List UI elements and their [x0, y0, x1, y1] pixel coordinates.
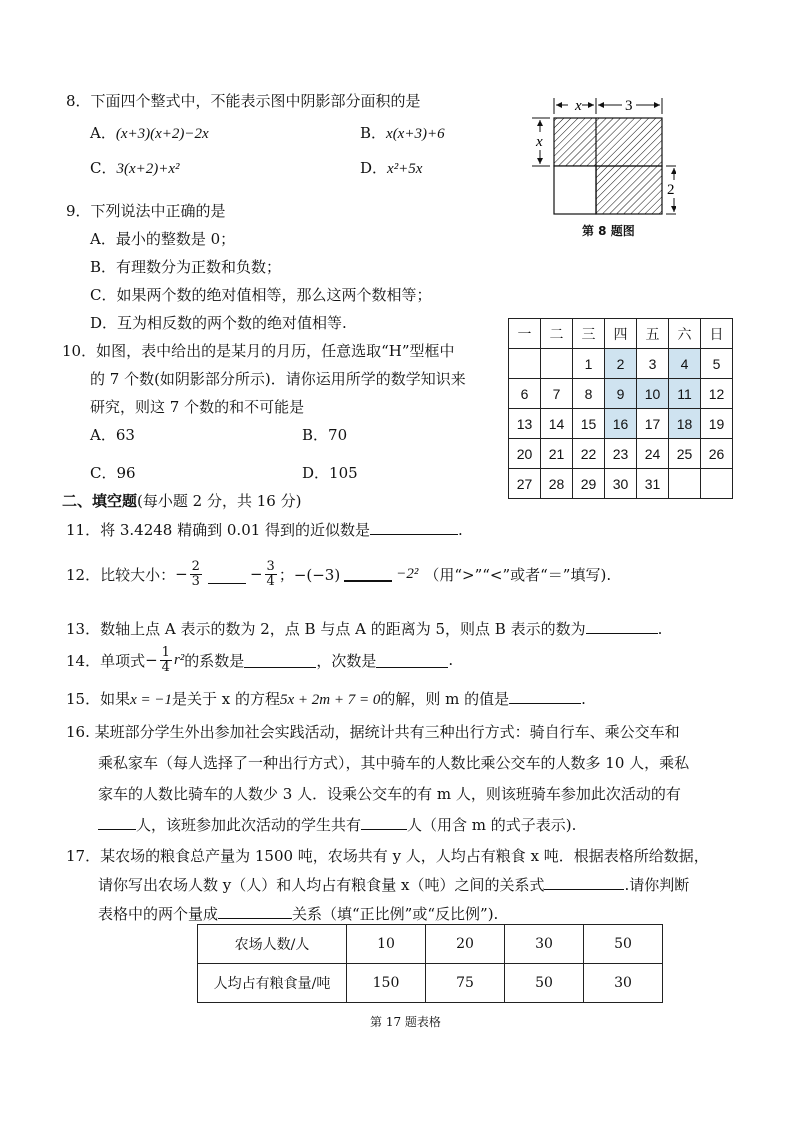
q14: 14．单项式 − $\frac{1}{4}$ r² 的系数是 ，次数是 . [66, 644, 454, 675]
calendar-day-cell: 4 [669, 349, 701, 379]
calendar-day-cell [669, 469, 701, 499]
q9-stem: 9．下列说法中正确的是 [66, 202, 226, 220]
calendar-day-cell: 24 [637, 439, 669, 469]
q10-line1: 10．如图，表中给出的是某月的月历，任意选取“H”型框中 [62, 342, 455, 360]
calendar-header-row [509, 319, 733, 349]
fig-label-x-top: x [575, 98, 582, 114]
q17-line1: 17．某农场的粮食总产量为 1500 吨，农场共有 y 人，人均占有粮食 x 吨．根据表格所给数据， [66, 847, 709, 865]
q16-line1: 16. 某班部分学生外出参加社会实践活动，据统计共有三种出行方式：骑自行车、乘公交车和 [66, 723, 680, 741]
calendar-day-cell: 14 [541, 409, 573, 439]
shaded-bottom-right-region [596, 166, 662, 214]
q10-option-b: B．70 [302, 426, 348, 444]
section-2-heading: 二、填空题(每小题 2 分，共 16 分) [62, 492, 302, 510]
q10-option-c: C．96 [90, 464, 136, 482]
table-cell: 30 [505, 925, 584, 964]
calendar-day-cell: 3 [637, 349, 669, 379]
calendar-header-cell: 日 [701, 319, 733, 349]
calendar-week-row [509, 379, 733, 409]
calendar-day-cell [701, 469, 733, 499]
table-cell: 75 [426, 964, 505, 1003]
q16-total-blank [361, 815, 407, 830]
q15: 15．如果x = −1是关于 x 的方程5x + 2m + 7 = 0的解，则 m 的值是 . [66, 690, 586, 708]
calendar-day-cell: 29 [573, 469, 605, 499]
q11-answer-blank [370, 520, 458, 535]
q17-proportion-blank [218, 904, 292, 919]
calendar-header-cell: 二 [541, 319, 573, 349]
q14-degree-blank [376, 653, 448, 668]
q16-cyclists-blank [98, 815, 136, 830]
calendar-table [508, 318, 733, 499]
calendar-header-cell: 四 [605, 319, 637, 349]
q17-line3: 表格中的两个量成 关系（填“正比例”或“反比例”). [98, 905, 499, 923]
q12: 12．比较大小： − $\frac{2}{3}$ − $\frac{3}{4}$ ；−(−3) −2² （用“>”“<”或者“＝”填写). [66, 558, 612, 589]
calendar-week-row [509, 469, 733, 499]
calendar-header-cell: 三 [573, 319, 605, 349]
calendar-week-row [509, 409, 733, 439]
calendar-day-cell: 30 [605, 469, 637, 499]
calendar-day-cell: 16 [605, 409, 637, 439]
table-cell: 50 [505, 964, 584, 1003]
calendar-day-cell: 8 [573, 379, 605, 409]
q8-option-a: A．(x+3)(x+2)−2x [90, 124, 209, 142]
calendar-day-cell: 20 [509, 439, 541, 469]
q15-answer-blank [509, 689, 581, 704]
calendar-day-cell: 2 [605, 349, 637, 379]
calendar-day-cell: 31 [637, 469, 669, 499]
q17-line2: 请你写出农场人数 y（人）和人均占有粮食量 x（吨）之间的关系式 .请你判断 [98, 876, 690, 894]
fig-label-2: 2 [667, 182, 675, 198]
q8-figure [526, 92, 676, 222]
calendar-day-cell: 13 [509, 409, 541, 439]
q8-stem: 8．下面四个整式中，不能表示图中阴影部分面积的是 [66, 92, 421, 110]
table-row [198, 925, 663, 964]
calendar-day-cell: 28 [541, 469, 573, 499]
calendar-week-row [509, 439, 733, 469]
calendar-day-cell: 26 [701, 439, 733, 469]
q13: 13．数轴上点 A 表示的数为 2，点 B 与点 A 的距离为 5，则点 B 表示的数为 . [66, 620, 663, 638]
table-cell: 150 [347, 964, 426, 1003]
calendar-day-cell: 6 [509, 379, 541, 409]
calendar-day-cell: 22 [573, 439, 605, 469]
table-cell: 50 [584, 925, 663, 964]
calendar-day-cell: 10 [637, 379, 669, 409]
calendar-day-cell: 15 [573, 409, 605, 439]
calendar-day-cell [509, 349, 541, 379]
calendar-day-cell: 5 [701, 349, 733, 379]
calendar-day-cell: 7 [541, 379, 573, 409]
q8-figure-caption: 第 8 题图 [582, 224, 635, 238]
q16-line4: 人，该班参加此次活动的学生共有 人（用含 m 的式子表示). [98, 814, 576, 835]
calendar-day-cell: 12 [701, 379, 733, 409]
calendar-day-cell: 21 [541, 439, 573, 469]
q8-option-d: D．x²+5x [360, 159, 423, 177]
calendar-week-row [509, 349, 733, 379]
calendar-day-cell: 17 [637, 409, 669, 439]
q8-option-c: C．3(x+2)+x² [90, 159, 180, 177]
q9-option-a: A．最小的整数是 0； [90, 230, 236, 248]
q10-line2: 的 7 个数(如阴影部分所示)．请你运用所学的数学知识来 [90, 370, 466, 388]
table-cell: 10 [347, 925, 426, 964]
q9-option-c: C．如果两个数的绝对值相等，那么这两个数相等； [90, 286, 432, 304]
q12-answer-blank-1 [208, 582, 246, 584]
q11: 11．将 3.4248 精确到 0.01 得到的近似数是 . [66, 521, 463, 539]
shaded-top-region [554, 118, 662, 166]
fig-label-3: 3 [625, 98, 633, 114]
calendar-day-cell [541, 349, 573, 379]
fig-label-x-left: x [536, 134, 543, 150]
calendar-header-cell: 五 [637, 319, 669, 349]
table-row [198, 964, 663, 1003]
q9-option-b: B．有理数分为正数和负数； [90, 258, 282, 276]
table-header-cell: 农场人数/人 [198, 925, 347, 964]
q14-coefficient-blank [244, 653, 316, 668]
table-header-cell: 人均占有粮食量/吨 [198, 964, 347, 1003]
calendar-day-cell: 19 [701, 409, 733, 439]
calendar-day-cell: 23 [605, 439, 637, 469]
q10-option-d: D．105 [302, 464, 358, 482]
calendar-header-cell: 一 [509, 319, 541, 349]
calendar-header-cell: 六 [669, 319, 701, 349]
unshaded-region [554, 166, 596, 214]
q13-answer-blank [586, 619, 658, 634]
q10-line3: 研究，则这 7 个数的和不可能是 [90, 398, 305, 416]
table-cell: 30 [584, 964, 663, 1003]
q8-option-b: B．x(x+3)+6 [360, 124, 445, 142]
q9-option-d: D．互为相反数的两个数的绝对值相等. [90, 314, 347, 332]
q16-line2: 乘私家车（每人选择了一种出行方式），其中骑车的人数比乘公交车的人数多 10 人，乘私 [98, 754, 690, 772]
calendar-day-cell: 9 [605, 379, 637, 409]
q17-table [197, 924, 663, 1003]
calendar-day-cell: 1 [573, 349, 605, 379]
calendar-day-cell: 18 [669, 409, 701, 439]
calendar-day-cell: 25 [669, 439, 701, 469]
q12-answer-blank-2 [344, 567, 392, 582]
calendar-day-cell: 11 [669, 379, 701, 409]
calendar-day-cell: 27 [509, 469, 541, 499]
q16-line3: 家车的人数比骑车的人数少 3 人．设乘公交车的有 m 人，则该班骑车参加此次活动的有 [98, 785, 681, 803]
table-cell: 20 [426, 925, 505, 964]
q17-table-caption: 第 17 题表格 [370, 1015, 441, 1029]
q10-option-a: A．63 [90, 426, 135, 444]
q17-relation-blank [544, 875, 624, 890]
